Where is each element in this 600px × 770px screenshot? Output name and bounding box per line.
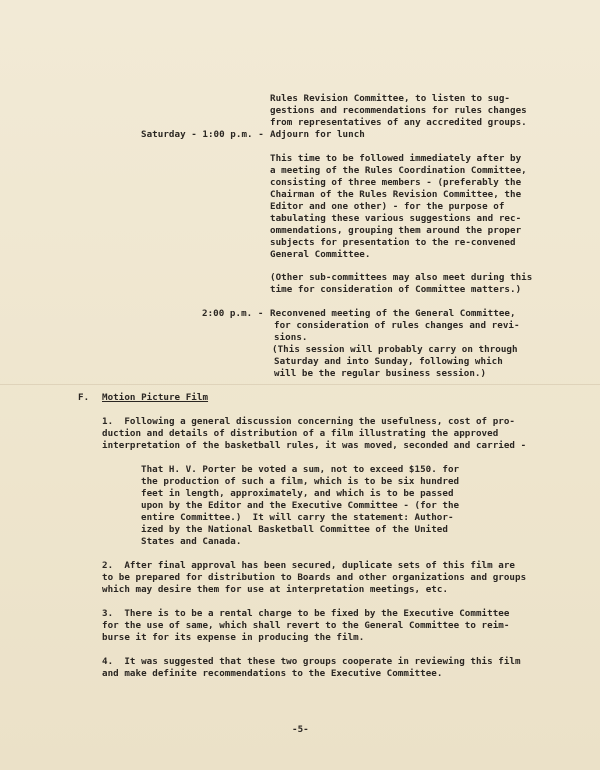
subcommittee-note-line: (Other sub-committees may also meet during this — [270, 272, 533, 283]
coordination-line: This time to be followed immediately after by — [270, 153, 522, 164]
motion-line: entire Committee.) It will carry the statement: Author- — [141, 512, 454, 523]
coordination-line: General Committee. — [270, 249, 371, 260]
afternoon-event-line: Saturday and into Sunday, following which — [274, 356, 503, 367]
afternoon-event-line: (This session will probably carry on through — [272, 344, 518, 355]
para1-line: interpretation of the basketball rules, it was moved, seconded and carried - — [102, 440, 527, 451]
afternoon-event-line: for consideration of rules changes and revi- — [274, 320, 520, 331]
motion-line: ized by the National Basketball Committee of the United — [141, 524, 448, 535]
coordination-line: subjects for presentation to the re-convened — [270, 237, 516, 248]
schedule-top-line: Rules Revision Committee, to listen to sug- — [270, 93, 510, 104]
section-letter: F. — [78, 392, 90, 403]
para3-line: burse it for its expense in producing the film. — [102, 632, 365, 643]
coordination-line: tabulating these various suggestions and rec- — [270, 213, 522, 224]
afternoon-event-line: will be the regular business session.) — [274, 368, 487, 379]
coordination-line: a meeting of the Rules Coordination Committee, — [270, 165, 527, 176]
schedule-top-line: gestions and recommendations for rules changes — [270, 105, 527, 116]
para1-line: duction and details of distribution of a film illustrating the approved — [102, 428, 499, 439]
saturday-time-label: Saturday - 1:00 p.m. - — [141, 129, 264, 140]
afternoon-time-label: 2:00 p.m. - — [202, 308, 264, 319]
coordination-line: Chairman of the Rules Revision Committee, the — [270, 189, 522, 200]
para1-line: 1. Following a general discussion concerning the usefulness, cost of pro- — [102, 416, 516, 427]
para2-line: 2. After final approval has been secured, duplicate sets of this film are — [102, 560, 516, 571]
para2-line: to be prepared for distribution to Boards and other organizations and groups — [102, 572, 527, 583]
motion-line: That H. V. Porter be voted a sum, not to exceed $150. for — [141, 464, 460, 475]
para3-line: 3. There is to be a rental charge to be fixed by the Executive Committee — [102, 608, 510, 619]
coordination-line: consisting of three members - (preferably the — [270, 177, 522, 188]
motion-line: States and Canada. — [141, 536, 242, 547]
section-title: Motion Picture Film — [102, 392, 209, 403]
schedule-top-line: from representatives of any accredited groups. — [270, 117, 527, 128]
motion-line: the production of such a film, which is to be six hundred — [141, 476, 460, 487]
para2-line: which may desire them for use at interpretation meetings, etc. — [102, 584, 449, 595]
subcommittee-note-line: time for consideration of Committee matters.) — [270, 284, 522, 295]
page-number: -5- — [292, 724, 309, 735]
para4-line: 4. It was suggested that these two groups cooperate in reviewing this film — [102, 656, 521, 667]
para4-line: and make definite recommendations to the Executive Committee. — [102, 668, 443, 679]
coordination-line: ommendations, grouping them around the proper — [270, 225, 522, 236]
coordination-line: Editor and one other) - for the purpose of — [270, 201, 505, 212]
saturday-event: Adjourn for lunch — [270, 129, 365, 140]
motion-line: upon by the Editor and the Executive Committee - (for the — [141, 500, 460, 511]
afternoon-event-line: sions. — [274, 332, 308, 343]
para3-line: for the use of same, which shall revert to the General Committee to reim- — [102, 620, 510, 631]
paper-fold — [0, 384, 600, 385]
motion-line: feet in length, approximately, and which is to be passed — [141, 488, 454, 499]
afternoon-event-line: Reconvened meeting of the General Committee, — [270, 308, 516, 319]
